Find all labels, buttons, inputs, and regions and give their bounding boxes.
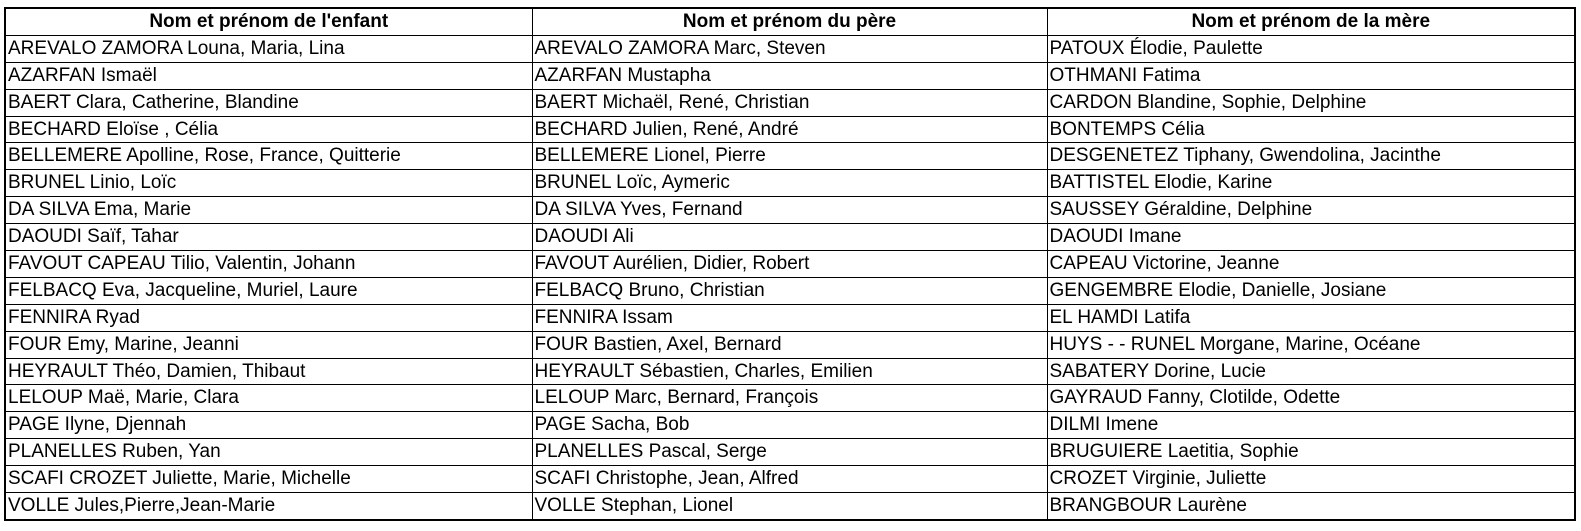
table-row	[5, 439, 1575, 466]
table-row	[5, 358, 1575, 385]
father-name-cell: BELLEMERE Lionel, Pierre	[532, 143, 1047, 170]
child-name-cell: HEYRAULT Théo, Damien, Thibaut	[5, 358, 532, 385]
mother-name-cell: DESGENETEZ Tiphany, Gwendolina, Jacinthe	[1047, 143, 1575, 170]
father-name-cell: AZARFAN Mustapha	[532, 62, 1047, 89]
mother-name-cell: OTHMANI Fatima	[1047, 62, 1575, 89]
mother-name-cell: SABATERY Dorine, Lucie	[1047, 358, 1575, 385]
father-name-cell: FENNIRA Issam	[532, 304, 1047, 331]
father-name-cell: AREVALO ZAMORA Marc, Steven	[532, 35, 1047, 62]
child-name-cell: FELBACQ Eva, Jacqueline, Muriel, Laure	[5, 277, 532, 304]
mother-name-cell: SAUSSEY Géraldine, Delphine	[1047, 197, 1575, 224]
father-name-cell: BRUNEL Loïc, Aymeric	[532, 170, 1047, 197]
child-name-cell: AZARFAN Ismaël	[5, 62, 532, 89]
father-name-cell: PLANELLES Pascal, Serge	[532, 439, 1047, 466]
table-row	[5, 197, 1575, 224]
mother-name-cell: EL HAMDI Latifa	[1047, 304, 1575, 331]
table-row	[5, 277, 1575, 304]
child-name-cell: AREVALO ZAMORA Louna, Maria, Lina	[5, 35, 532, 62]
table-row	[5, 466, 1575, 493]
father-name-cell: HEYRAULT Sébastien, Charles, Emilien	[532, 358, 1047, 385]
table-row	[5, 493, 1575, 520]
mother-name-cell: BONTEMPS Célia	[1047, 116, 1575, 143]
table-row	[5, 412, 1575, 439]
mother-name-cell: BRUGUIERE Laetitia, Sophie	[1047, 439, 1575, 466]
father-name-cell: PAGE Sacha, Bob	[532, 412, 1047, 439]
child-name-cell: BRUNEL Linio, Loïc	[5, 170, 532, 197]
father-name-cell: FOUR Bastien, Axel, Bernard	[532, 331, 1047, 358]
mother-name-cell: CARDON Blandine, Sophie, Delphine	[1047, 89, 1575, 116]
table-row	[5, 35, 1575, 62]
father-name-cell: DAOUDI Ali	[532, 224, 1047, 251]
mother-name-cell: PATOUX Élodie, Paulette	[1047, 35, 1575, 62]
table-row	[5, 143, 1575, 170]
child-name-cell: FENNIRA Ryad	[5, 304, 532, 331]
child-name-cell: DA SILVA Ema, Marie	[5, 197, 532, 224]
table-row	[5, 62, 1575, 89]
birth-register-table	[4, 7, 1576, 521]
table-row	[5, 170, 1575, 197]
child-name-cell: FAVOUT CAPEAU Tilio, Valentin, Johann	[5, 251, 532, 278]
father-name-cell: FELBACQ Bruno, Christian	[532, 277, 1047, 304]
mother-name-cell: GENGEMBRE Elodie, Danielle, Josiane	[1047, 277, 1575, 304]
child-name-cell: DAOUDI Saïf, Tahar	[5, 224, 532, 251]
child-name-cell: BELLEMERE Apolline, Rose, France, Quitterie	[5, 143, 532, 170]
mother-name-cell: BRANGBOUR Laurène	[1047, 493, 1575, 520]
table-row	[5, 89, 1575, 116]
table-row	[5, 385, 1575, 412]
father-name-cell: SCAFI Christophe, Jean, Alfred	[532, 466, 1047, 493]
header-father-name: Nom et prénom du père	[532, 8, 1047, 35]
child-name-cell: FOUR Emy, Marine, Jeanni	[5, 331, 532, 358]
child-name-cell: VOLLE Jules,Pierre,Jean-Marie	[5, 493, 532, 520]
header-row	[5, 8, 1575, 35]
child-name-cell: BECHARD Eloïse , Célia	[5, 116, 532, 143]
child-name-cell: PAGE Ilyne, Djennah	[5, 412, 532, 439]
father-name-cell: FAVOUT Aurélien, Didier, Robert	[532, 251, 1047, 278]
father-name-cell: DA SILVA Yves, Fernand	[532, 197, 1047, 224]
father-name-cell: LELOUP Marc, Bernard, François	[532, 385, 1047, 412]
table-row	[5, 331, 1575, 358]
table-row	[5, 224, 1575, 251]
child-name-cell: SCAFI CROZET Juliette, Marie, Michelle	[5, 466, 532, 493]
mother-name-cell: CROZET Virginie, Juliette	[1047, 466, 1575, 493]
mother-name-cell: HUYS - - RUNEL Morgane, Marine, Océane	[1047, 331, 1575, 358]
child-name-cell: PLANELLES Ruben, Yan	[5, 439, 532, 466]
mother-name-cell: GAYRAUD Fanny, Clotilde, Odette	[1047, 385, 1575, 412]
father-name-cell: BECHARD Julien, René, André	[532, 116, 1047, 143]
father-name-cell: VOLLE Stephan, Lionel	[532, 493, 1047, 520]
header-child-name: Nom et prénom de l'enfant	[5, 8, 532, 35]
header-mother-name: Nom et prénom de la mère	[1047, 8, 1575, 35]
mother-name-cell: BATTISTEL Elodie, Karine	[1047, 170, 1575, 197]
father-name-cell: BAERT Michaël, René, Christian	[532, 89, 1047, 116]
child-name-cell: BAERT Clara, Catherine, Blandine	[5, 89, 532, 116]
table-row	[5, 116, 1575, 143]
mother-name-cell: DILMI Imene	[1047, 412, 1575, 439]
mother-name-cell: DAOUDI Imane	[1047, 224, 1575, 251]
child-name-cell: LELOUP Maë, Marie, Clara	[5, 385, 532, 412]
mother-name-cell: CAPEAU Victorine, Jeanne	[1047, 251, 1575, 278]
table-row	[5, 304, 1575, 331]
table-row	[5, 251, 1575, 278]
